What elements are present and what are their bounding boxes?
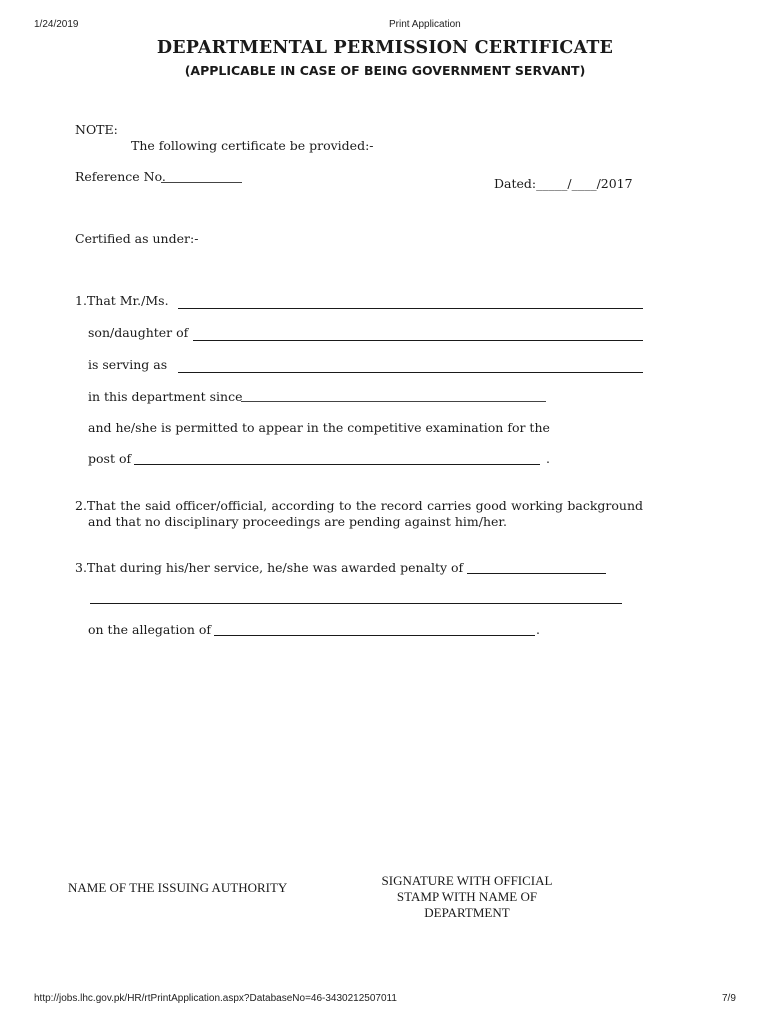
- allegation-end: .: [536, 622, 540, 637]
- penalty-blank: [467, 573, 606, 574]
- item2-line2: and that no disciplinary proceedings are pending against him/her.: [88, 514, 507, 529]
- note-label: NOTE:: [75, 122, 118, 137]
- signature-line-3: DEPARTMENT: [424, 905, 510, 920]
- reference-blank: [161, 182, 242, 183]
- note-text: The following certificate be provided:-: [131, 138, 374, 153]
- penalty-continuation-blank: [90, 603, 622, 604]
- allegation-label: on the allegation of: [88, 622, 212, 637]
- signature-line-1: SIGNATURE WITH OFFICIAL: [381, 873, 553, 888]
- certified-label: Certified as under:-: [75, 231, 199, 246]
- certificate-title: DEPARTMENTAL PERMISSION CERTIFICATE: [156, 38, 614, 58]
- certificate-subtitle: (APPLICABLE IN CASE OF BEING GOVERNMENT SERVANT): [184, 63, 586, 78]
- print-title: Print Application: [389, 19, 461, 30]
- serving-label: is serving as: [88, 357, 168, 372]
- issuing-authority-label: NAME OF THE ISSUING AUTHORITY: [68, 880, 288, 895]
- post-blank: [134, 464, 540, 465]
- item2-line1: 2.That the said officer/official, according to the record carries good working background: [75, 498, 643, 513]
- permitted-text: and he/she is permitted to appear in the competitive examination for the: [88, 420, 550, 435]
- since-blank: [241, 401, 546, 402]
- print-url: http://jobs.lhc.gov.pk/HR/rtPrintApplication.aspx?DatabaseNo=46-3430212507011: [34, 993, 397, 1004]
- designation-blank: [178, 372, 643, 373]
- name-blank: [178, 308, 643, 309]
- penalty-label: 3.That during his/her service, he/she was awarded penalty of: [75, 560, 464, 575]
- post-label: post of: [88, 451, 132, 466]
- dated-label: Dated:_____/____/2017: [494, 176, 633, 191]
- parent-label: son/daughter of: [88, 325, 189, 340]
- signature-block: [369, 873, 565, 921]
- signature-line-2: STAMP WITH NAME OF: [396, 889, 538, 904]
- print-date: 1/24/2019: [34, 19, 79, 30]
- name-label: 1.That Mr./Ms.: [75, 293, 169, 308]
- reference-label: Reference No.: [75, 169, 166, 184]
- allegation-blank: [214, 635, 535, 636]
- since-label: in this department since: [88, 389, 243, 404]
- parent-blank: [193, 340, 643, 341]
- post-end: .: [546, 451, 550, 466]
- page-number: 7/9: [722, 993, 736, 1004]
